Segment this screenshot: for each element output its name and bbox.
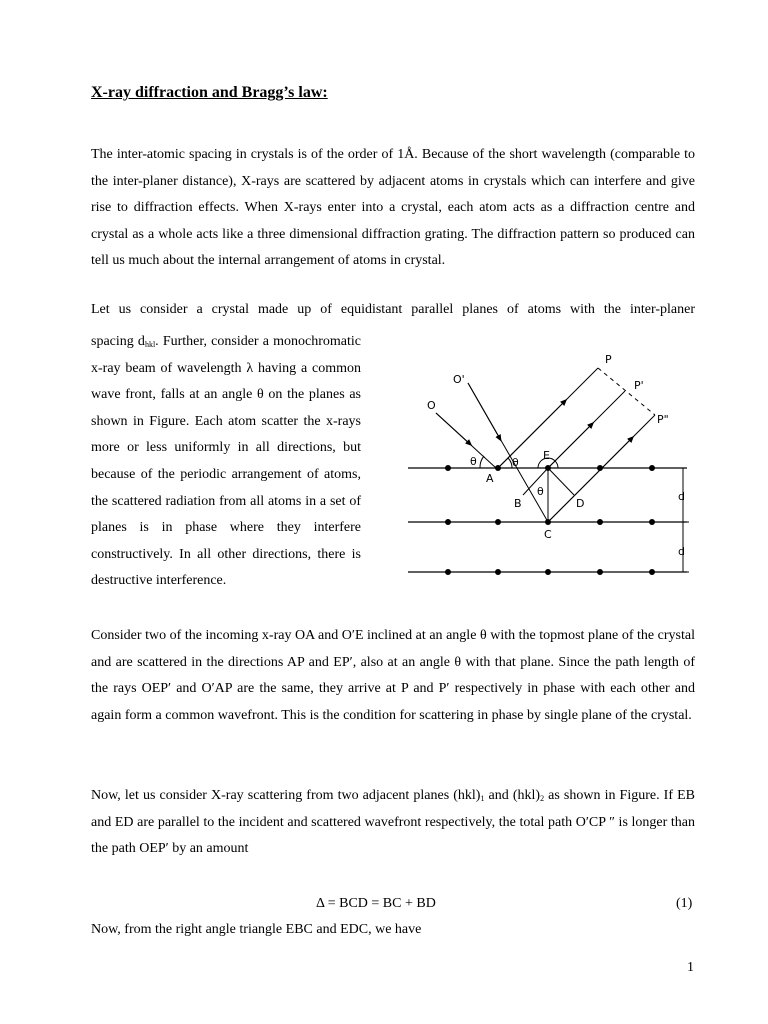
bragg-diffraction-figure	[400, 345, 695, 585]
crystal-paragraph-body	[91, 329, 361, 595]
label-E: E	[543, 449, 550, 462]
subscript-2: 2	[540, 794, 545, 803]
label-B: B	[514, 497, 522, 510]
page-number: 1	[687, 960, 694, 975]
scattering-paragraph: Consider two of the incoming x-ray OA and O′E inclined at an angle θ with the topmost plane of the crystal and are scattered in the directions AP and EP′, also at an angle θ with that plane. Since the path length of the rays OEP′ and O′AP are the same, they arrive at P and P′ respectively in phase with each other and again form a common wavefront. This is the condition for scattering in phase by single plane of the crystal.	[91, 628, 695, 723]
label-P: P	[605, 353, 612, 366]
equation-number: (1)	[676, 896, 693, 911]
label-theta-1: θ	[470, 455, 477, 468]
label-O-prime: O'	[453, 373, 465, 386]
triangle-sentence: Now, from the right angle triangle EBC and EDC, we have	[91, 922, 422, 937]
intro-paragraph: The inter-atomic spacing in crystals is of the order of 1Å. Because of the short wavelength (comparable to the inter-planer distance), X-rays are scattered by adjacent atoms in crystals which can interfere and give rise to diffraction effects. When X-rays enter into a crystal, each atom acts as a diffraction centre and crystal as a whole acts like a three dimensional diffraction grating. The diffraction pattern so produced can tell us much about the internal arrangement of atoms in crystal.	[91, 147, 695, 269]
page-title: X-ray diffraction and Bragg’s law:	[91, 84, 328, 101]
label-d-1: d	[678, 490, 685, 503]
label-O: O	[427, 399, 436, 412]
label-P-dprime: P"	[657, 413, 669, 426]
crystal-paragraph-line1: Let us consider a crystal made up of equidistant parallel planes of atoms with the inter-planer	[91, 302, 695, 317]
equation: Δ = BCD = BC + BD	[316, 896, 436, 911]
label-D: D	[576, 497, 585, 510]
adjacent-planes-paragraph	[91, 783, 695, 863]
p4-text-a: Now, let us consider X-ray scattering from two adjacent planes (hkl)	[91, 788, 481, 803]
crystal-paragraph-rest: . Further, consider a monochromatic x-ray beam of wavelength λ having a common wave front, falls at an angle θ on the planes as shown in Figure. Each atom scatter the x-rays more or less uniformly in all directions, but because of the periodic arrangement of atoms, the scattered radiation from all atoms in a set of planes is in phase where they interfere constructively. In all other directions, there is destructive interference.	[91, 334, 361, 589]
label-d-2: d	[678, 545, 685, 558]
subscript-1: 1	[480, 794, 485, 803]
label-P-prime: P'	[634, 379, 644, 392]
hkl-subscript: hkl	[144, 340, 156, 349]
spacing-text: spacing d	[91, 334, 145, 349]
label-theta-3: θ	[537, 485, 544, 498]
label-theta-2: θ	[512, 456, 519, 469]
p4-text-c: as shown in Figure. If EB and ED are parallel to the incident and scattered wavefront respectively, the total path O′CP ″ is longer than the path OEP′ by an amount	[91, 788, 695, 857]
label-C: C	[544, 528, 552, 541]
label-A: A	[486, 472, 494, 485]
p4-text-b: and (hkl)	[484, 788, 541, 803]
